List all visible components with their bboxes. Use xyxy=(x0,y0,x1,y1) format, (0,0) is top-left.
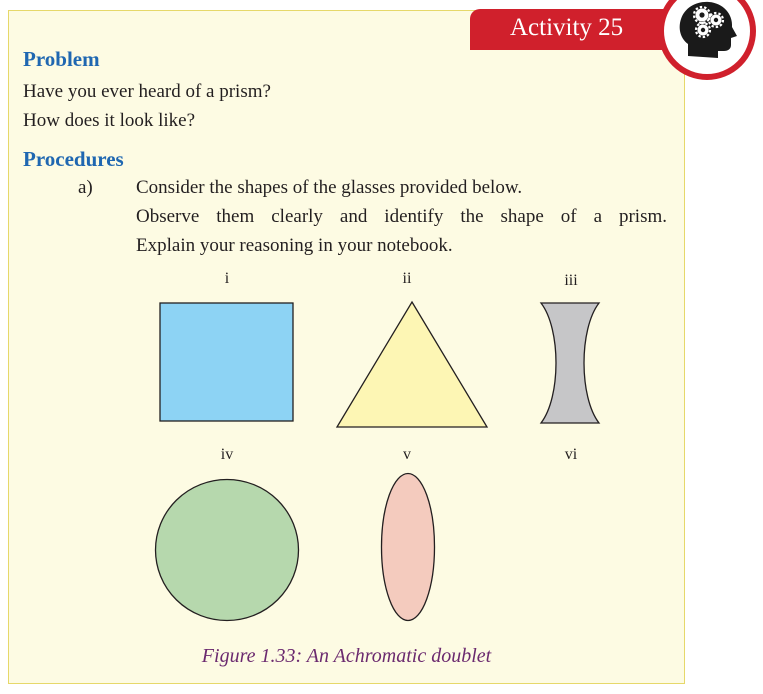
concave-lens-shape xyxy=(538,301,602,426)
activity-title: Activity 25 xyxy=(510,14,624,41)
circle-shape xyxy=(153,477,301,623)
ellipse-shape xyxy=(379,471,437,623)
shape-label-ii: ii xyxy=(402,270,412,287)
problem-line-2: How does it look like? xyxy=(23,110,196,131)
shape-label-iii: iii xyxy=(564,272,578,289)
head-with-gears-icon xyxy=(658,0,756,80)
shape-label-iv: iv xyxy=(220,446,234,463)
shape-label-i: i xyxy=(224,270,230,287)
procedure-marker: a) xyxy=(78,177,93,198)
triangle-shape xyxy=(335,300,489,430)
procedure-line-3: Explain your reasoning in your notebook. xyxy=(136,235,453,256)
figure-caption: Figure 1.33: An Achromatic doublet xyxy=(201,645,492,667)
shape-label-v: v xyxy=(403,446,411,463)
shape-label-vi: vi xyxy=(564,446,578,463)
procedure-line-1: Consider the shapes of the glasses provided below. xyxy=(136,177,523,198)
problem-line-1: Have you ever heard of a prism? xyxy=(23,81,271,102)
square-shape xyxy=(159,302,295,423)
procedure-line-2: Observe them clearly and identify the shape of a prism. xyxy=(136,206,667,227)
procedures-heading: Procedures xyxy=(23,147,124,171)
problem-heading: Problem xyxy=(23,47,100,71)
